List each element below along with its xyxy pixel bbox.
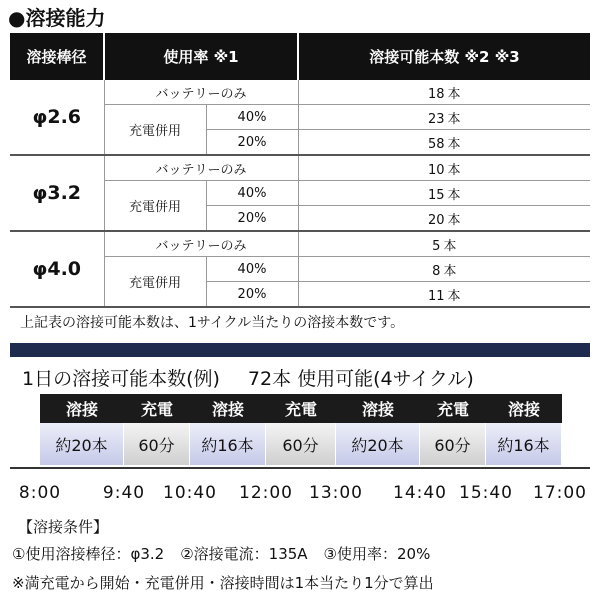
time-tick: 17:00 <box>533 483 587 503</box>
table-row <box>10 80 590 105</box>
count-value: 18 <box>427 86 445 102</box>
condition-item: ③使用率：20% <box>323 545 431 563</box>
timeline-segment-label: 溶接 <box>336 394 420 423</box>
count-unit: 本 <box>447 86 461 102</box>
count-unit: 本 <box>447 187 461 203</box>
timeline-segment-label: 充電 <box>124 394 190 423</box>
rod-diameter-cell: φ2.6 <box>10 80 104 155</box>
count-cell <box>298 257 590 282</box>
condition-item: ②溶接電流：135A <box>180 545 308 563</box>
count-unit: 本 <box>447 136 461 152</box>
count-cell <box>298 80 590 105</box>
count-value: 58 <box>427 136 445 152</box>
count-unit: 本 <box>443 238 457 254</box>
timeline-segment-label: 溶接 <box>486 394 562 423</box>
timeline-segment-label: 溶接 <box>40 394 124 423</box>
conditions-list <box>12 543 430 564</box>
time-tick: 14:40 <box>393 483 447 503</box>
header-weldable-count: 溶接可能本数 ※2 ※3 <box>298 33 590 80</box>
rate-cell: 20% <box>206 130 298 156</box>
example-total: 72本 使用可能(4サイクル) <box>247 368 474 390</box>
count-unit: 本 <box>447 288 461 304</box>
count-unit: 本 <box>447 162 461 178</box>
divider-band <box>10 343 590 357</box>
time-tick: 13:00 <box>309 483 363 503</box>
time-tick: 12:00 <box>239 483 293 503</box>
header-usage-rate: 使用率 ※1 <box>104 33 298 80</box>
table-note-row <box>10 307 590 336</box>
count-unit: 本 <box>447 111 461 127</box>
count-cell <box>298 155 590 181</box>
timeline-segment-label: 充電 <box>420 394 486 423</box>
timeline-baseline <box>10 467 590 469</box>
rod-diameter-cell: φ3.2 <box>10 155 104 231</box>
count-cell <box>298 181 590 206</box>
rate-cell: 40% <box>206 181 298 206</box>
time-tick: 8:00 <box>18 483 62 503</box>
timeline-segment-value: 約16本 <box>190 423 266 465</box>
conditions-note: ※満充電から開始・充電併用・溶接時間は1本当たり1分で算出 <box>12 574 434 592</box>
timeline-segment-value: 約20本 <box>336 423 420 465</box>
timeline-segment-value: 60分 <box>420 423 486 465</box>
conditions-title: 【溶接条件】 <box>18 518 109 536</box>
count-cell <box>298 282 590 308</box>
mixed-charge-cell: 充電併用 <box>104 181 206 232</box>
timeline-segment-label: 充電 <box>266 394 336 423</box>
count-cell <box>298 231 590 257</box>
battery-only-cell: バッテリーのみ <box>104 155 298 181</box>
timeline-segment-value: 約16本 <box>486 423 562 465</box>
time-tick: 9:40 <box>102 483 146 503</box>
count-value: 5 <box>432 238 441 254</box>
count-unit: 本 <box>447 212 461 228</box>
rate-cell: 40% <box>206 105 298 130</box>
example-heading <box>22 364 474 391</box>
time-tick: 10:40 <box>163 483 217 503</box>
section-title: ●溶接能力 <box>8 6 106 30</box>
time-tick: 15:40 <box>459 483 513 503</box>
timeline-segment-label: 溶接 <box>190 394 266 423</box>
count-cell <box>298 105 590 130</box>
table-note: 上記表の溶接可能本数は、1サイクル当たりの溶接本数です。 <box>20 315 405 331</box>
mixed-charge-cell: 充電併用 <box>104 257 206 308</box>
count-value: 23 <box>427 111 445 127</box>
rate-cell: 20% <box>206 206 298 232</box>
count-value: 15 <box>427 187 445 203</box>
battery-only-cell: バッテリーのみ <box>104 80 298 105</box>
header-rod-diameter: 溶接棒径 <box>10 33 104 80</box>
rate-cell: 40% <box>206 257 298 282</box>
timeline-segment-value: 60分 <box>124 423 190 465</box>
timeline-segment-value: 60分 <box>266 423 336 465</box>
timeline-segment-value: 約20本 <box>40 423 124 465</box>
count-cell <box>298 206 590 232</box>
count-value: 8 <box>432 263 441 279</box>
table-row <box>10 231 590 257</box>
table-header-row <box>10 33 590 80</box>
battery-only-cell: バッテリーのみ <box>104 231 298 257</box>
count-cell <box>298 130 590 156</box>
rate-cell: 20% <box>206 282 298 308</box>
mixed-charge-cell: 充電併用 <box>104 105 206 156</box>
count-value: 20 <box>427 212 445 228</box>
count-value: 11 <box>427 288 445 304</box>
welding-capacity-table <box>10 33 590 336</box>
rod-diameter-cell: φ4.0 <box>10 231 104 307</box>
count-value: 10 <box>427 162 445 178</box>
table-row <box>10 155 590 181</box>
example-title: 1日の溶接可能本数(例) <box>22 368 220 390</box>
count-unit: 本 <box>443 263 457 279</box>
condition-item: ①使用溶接棒径：φ3.2 <box>12 545 165 563</box>
